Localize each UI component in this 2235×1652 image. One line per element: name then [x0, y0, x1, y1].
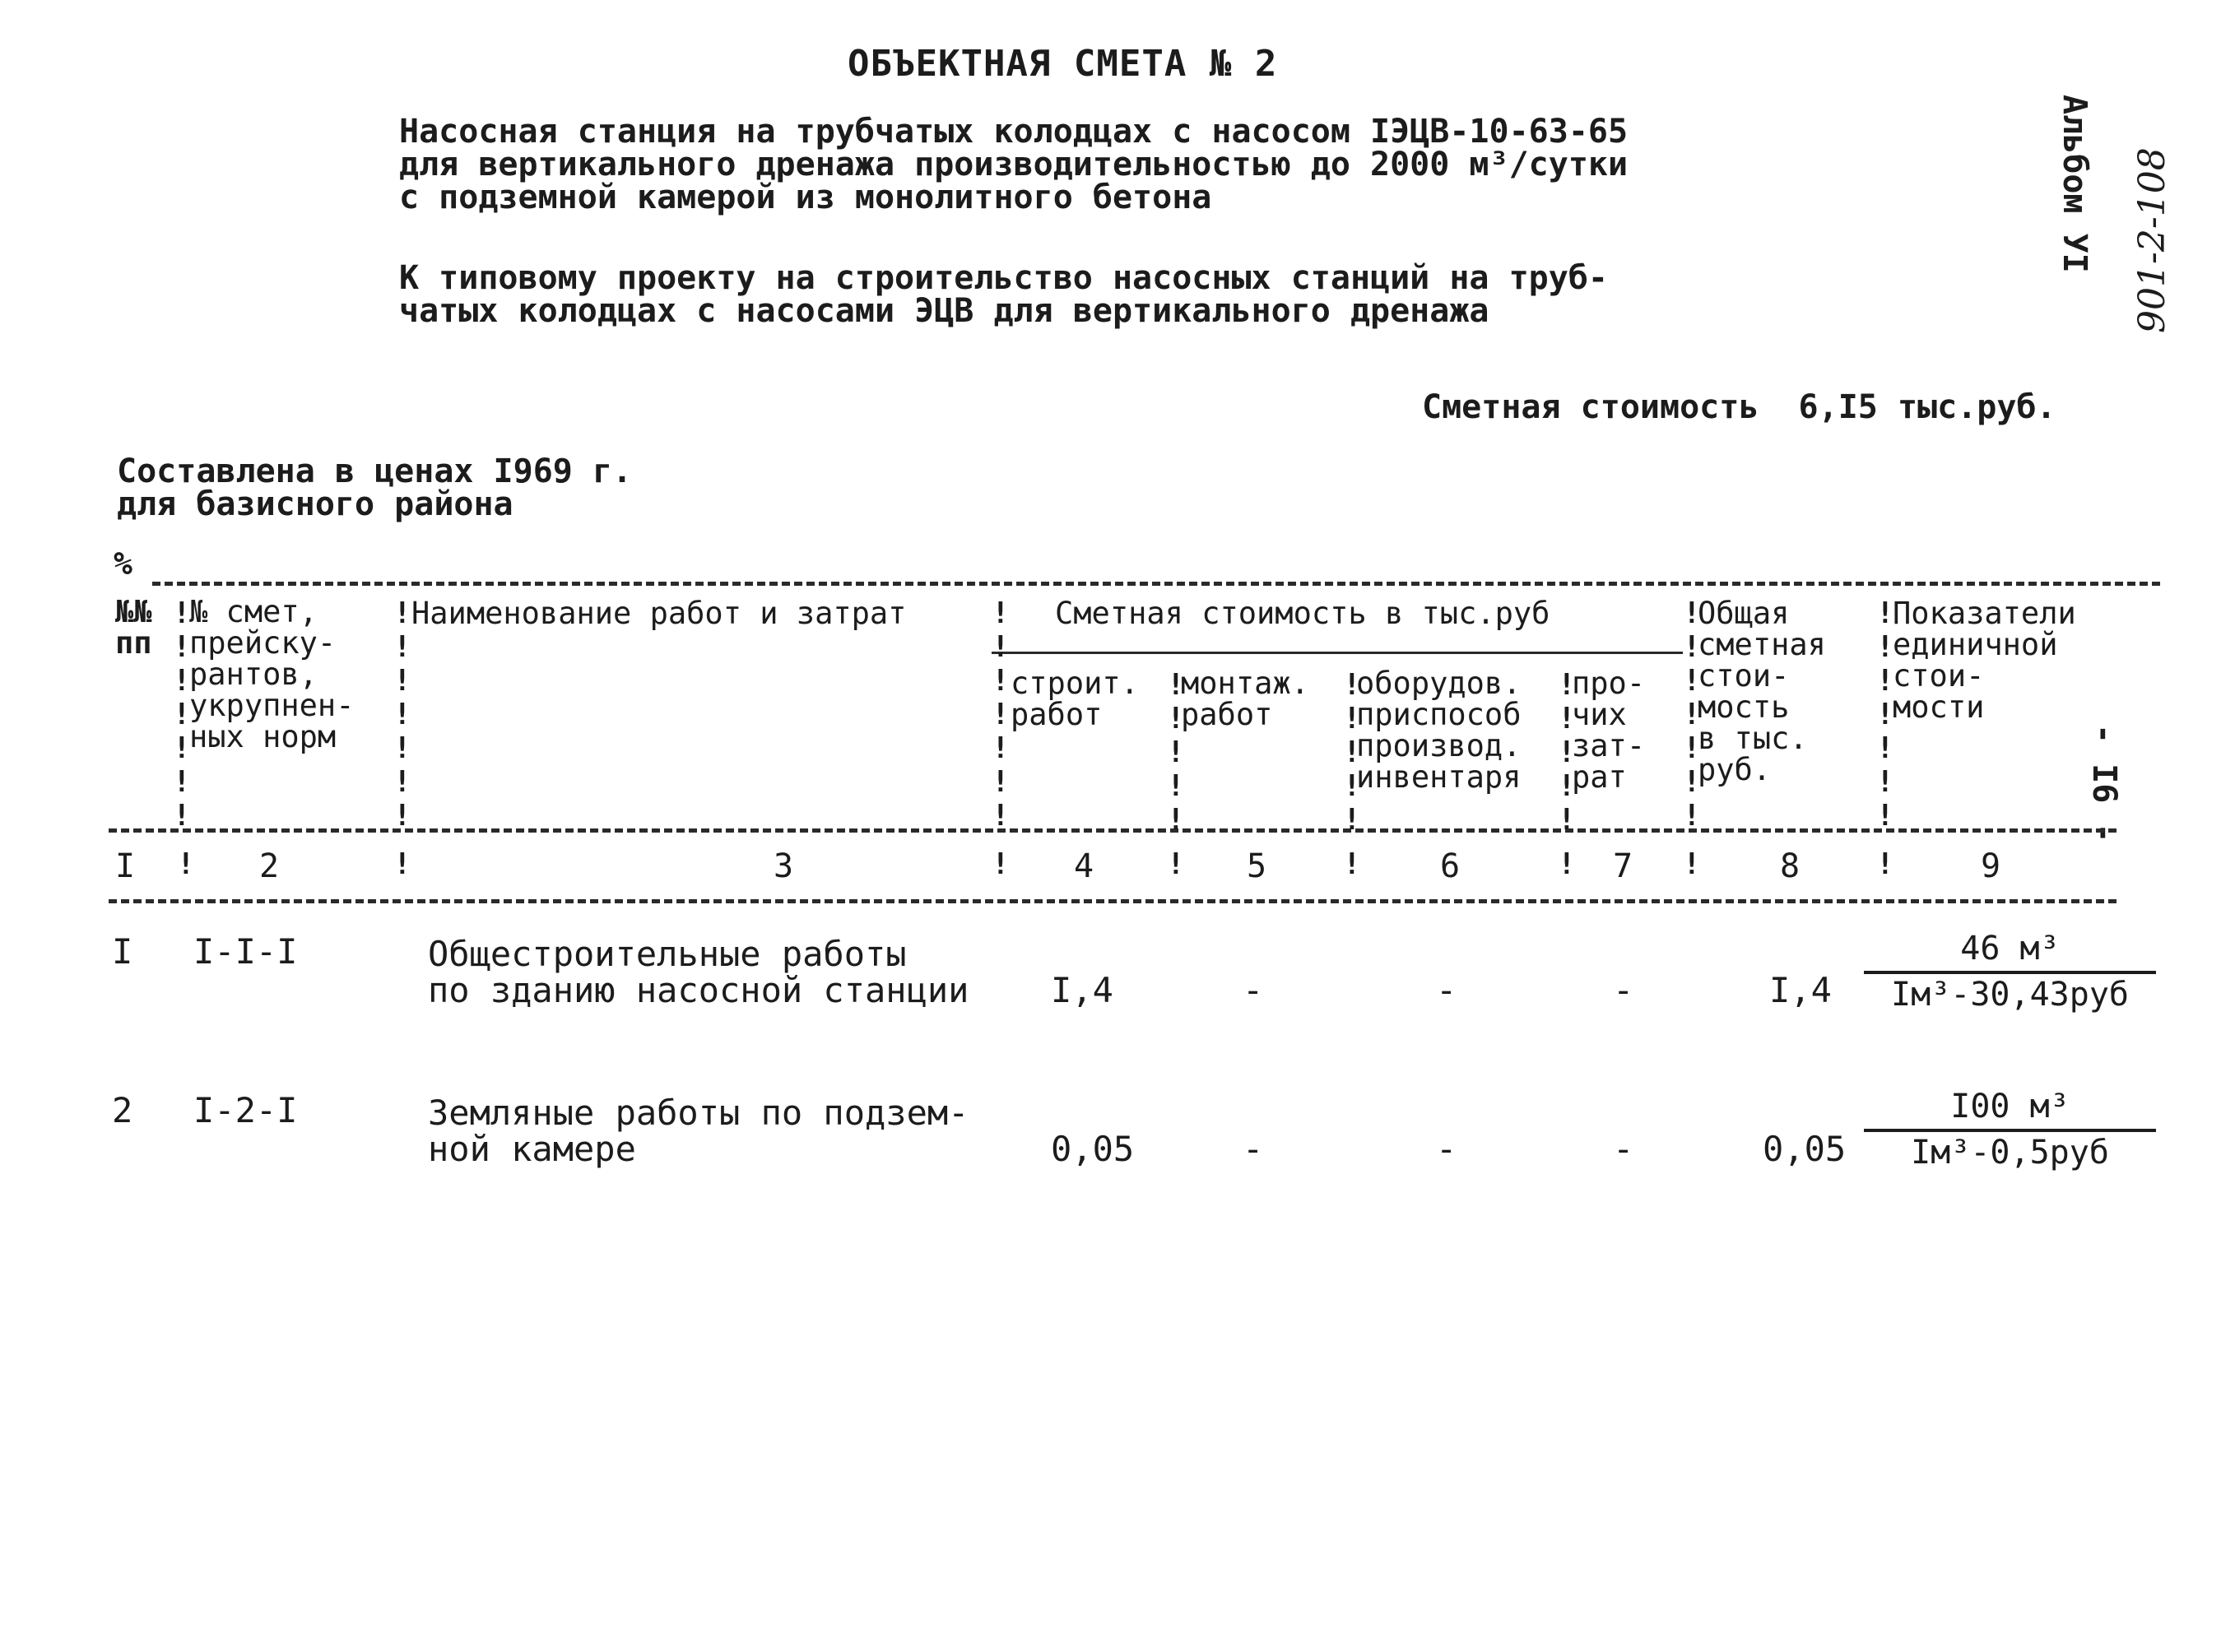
column-number-separator: !	[1683, 847, 1701, 881]
column-number-separator: !	[1558, 847, 1576, 881]
row2-other: -	[1613, 1129, 1634, 1169]
column-number: 9	[1981, 847, 2001, 885]
header-no: №№ пп	[115, 594, 152, 661]
header-separator: ! ! ! ! ! ! !	[393, 596, 411, 833]
row1-equipment: -	[1436, 970, 1457, 1010]
row1-other: -	[1613, 970, 1634, 1010]
header-separator: ! ! ! ! ! ! !	[992, 596, 1010, 833]
header-estimate-no: № смет, прейску- рантов, укрупнен- ных норм	[189, 594, 355, 754]
row2-name: Земляные работы по подзем- ной камере	[428, 1093, 969, 1169]
typical-project-note: К типовому проекту на строительство насосных станций на труб- чатых колодцах с насосами ЭЦВ для вертикального дренажа	[399, 259, 1609, 330]
row2-indicator	[1864, 1088, 2156, 1172]
column-numbers-rule	[109, 899, 2117, 903]
row1-installation: -	[1243, 970, 1264, 1010]
column-number: 6	[1440, 847, 1461, 885]
row1-name: Общестроительные работы по зданию насосной станции	[428, 934, 969, 1010]
row2-indicator-denominator: Iм³-0,5руб	[1911, 1134, 2109, 1172]
row2-construction: 0,05	[1051, 1129, 1135, 1169]
table-top-rule	[152, 582, 2160, 586]
document-subtitle: Насосная станция на трубчатых колодцах с насосом IЭЦВ-10-63-65 для вертикального дренажа производительностью до 2000 м³/сутки с подземной камерой из монолитного бетона	[399, 113, 1629, 216]
row1-indicator-numerator: 46 м³	[1960, 930, 2060, 968]
column-number: 2	[259, 847, 280, 885]
header-separator: ! ! ! ! ! ! !	[1683, 596, 1701, 833]
cost-group-rule	[992, 652, 1683, 654]
header-cost-group: Сметная стоимость в тыс.руб	[1055, 596, 1550, 631]
header-name: Наименование работ и затрат	[411, 596, 907, 631]
row1-total: I,4	[1769, 970, 1832, 1010]
column-number-separator: !	[1343, 847, 1361, 881]
page-number: - I6 -	[2085, 724, 2123, 843]
column-number: 8	[1780, 847, 1801, 885]
row1-indicator-denominator: Iм³-30,43руб	[1891, 976, 2129, 1014]
column-number-separator: !	[1167, 847, 1185, 881]
album-label: Альбом УI	[2056, 95, 2093, 273]
header-total: Общая сметная стои- мость в тыс. руб.	[1698, 596, 1826, 787]
column-number-separator: !	[177, 847, 195, 881]
row2-indicator-numerator: I00 м³	[1950, 1088, 2070, 1125]
header-indicators: Показатели единичной стои- мости	[1893, 596, 2076, 725]
album-number-handwritten: 901-2-108	[2131, 147, 2173, 333]
margin-mark: %	[114, 545, 132, 582]
header-other: про- чих зат- рат	[1572, 666, 1646, 795]
document-title: ОБЪЕКТНАЯ СМЕТА № 2	[848, 43, 1278, 85]
estimated-cost: Сметная стоимость 6,I5 тыс.руб.	[1422, 388, 2056, 426]
header-equipment: оборудов. приспособ производ. инвентаря	[1356, 666, 1522, 795]
row1-construction: I,4	[1051, 970, 1113, 1010]
column-number-separator: !	[393, 847, 411, 881]
row2-total: 0,05	[1763, 1129, 1847, 1169]
column-number: 3	[774, 847, 794, 885]
header-separator: ! ! ! ! ! ! !	[1876, 596, 1894, 833]
row2-equipment: -	[1436, 1129, 1457, 1169]
column-number-separator: !	[1876, 847, 1894, 881]
header-construction: строит. работ	[1011, 666, 1139, 732]
row1-indicator	[1864, 930, 2156, 1014]
column-number: 4	[1074, 847, 1094, 885]
column-number-separator: !	[992, 847, 1010, 881]
prices-note: Составлена в ценах I969 г. для базисного района	[117, 452, 633, 523]
header-separator: ! ! ! ! !	[1167, 668, 1185, 837]
row1-estimate-no: I-I-I	[193, 931, 298, 972]
row2-estimate-no: I-2-I	[193, 1090, 298, 1130]
row1-no: I	[112, 931, 133, 972]
header-separator: ! ! ! ! !	[1558, 668, 1576, 837]
header-separator: ! ! ! ! !	[1343, 668, 1361, 837]
column-number: 5	[1247, 847, 1267, 885]
row2-no: 2	[112, 1090, 133, 1130]
row2-installation: -	[1243, 1129, 1264, 1169]
column-number: I	[115, 847, 136, 885]
header-separator: ! ! ! ! ! ! !	[173, 596, 191, 833]
column-number: 7	[1613, 847, 1633, 885]
header-installation: монтаж. работ	[1181, 666, 1309, 732]
